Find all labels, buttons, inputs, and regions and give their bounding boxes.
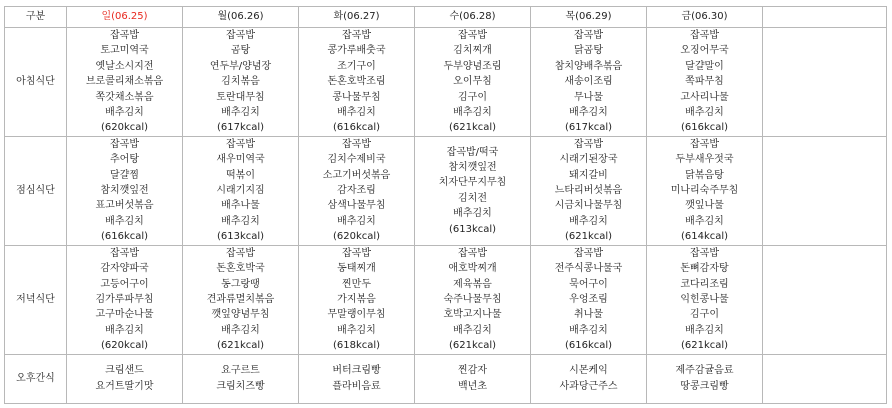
calorie-total: (614kcal) bbox=[680, 231, 729, 243]
menu-item: 떡볶이 bbox=[226, 169, 255, 181]
menu-item: 배추김치 bbox=[105, 324, 144, 336]
calorie-total: (616kcal) bbox=[100, 231, 149, 243]
menu-item: 참치깻잎전 bbox=[448, 161, 497, 173]
menu-item: 콩나물무침 bbox=[332, 91, 381, 103]
calorie-total: (617kcal) bbox=[216, 122, 265, 134]
calorie-total: (613kcal) bbox=[216, 231, 265, 243]
meal-row-snack bbox=[5, 354, 887, 403]
menu-item: 감자조림 bbox=[337, 185, 376, 197]
calorie-total: (620kcal) bbox=[100, 340, 149, 352]
menu-item: 우엉조림 bbox=[569, 293, 608, 305]
menu-item: 배추김치 bbox=[569, 107, 608, 119]
menu-cell-snack-sun bbox=[67, 354, 183, 403]
menu-item: 브로콜리채소볶음 bbox=[85, 76, 164, 88]
day-header-thu: 목(06.29) bbox=[531, 7, 647, 28]
menu-item: 배추김치 bbox=[221, 107, 260, 119]
row-label-dinner: 저녁식단 bbox=[5, 245, 67, 354]
menu-item: 새우미역국 bbox=[216, 154, 265, 166]
menu-item: 닭곰탕 bbox=[574, 45, 603, 57]
menu-item: 시래기지짐 bbox=[216, 185, 265, 197]
menu-item: 김구이 bbox=[458, 91, 487, 103]
menu-item: 고구마순나물 bbox=[95, 309, 154, 321]
day-header-wed: 수(06.28) bbox=[415, 7, 531, 28]
menu-item: 견과류멸치볶음 bbox=[206, 293, 275, 305]
menu-item: 잡곡밥 bbox=[574, 30, 603, 41]
menu-item: 버터크림빵 bbox=[332, 365, 381, 377]
menu-item: 잡곡밥 bbox=[342, 138, 371, 150]
calorie-total: (620kcal) bbox=[332, 231, 381, 243]
menu-item: 소고기버섯볶음 bbox=[322, 169, 391, 181]
menu-cell-snack-mon bbox=[183, 354, 299, 403]
menu-cell-lunch-fri bbox=[647, 136, 763, 245]
calorie-total: (616kcal) bbox=[564, 340, 613, 352]
menu-item: 참치양배추볶음 bbox=[554, 60, 623, 72]
menu-cell-breakfast-mon bbox=[183, 28, 299, 137]
menu-cell-dinner-thu bbox=[531, 245, 647, 354]
menu-cell-dinner-blank bbox=[763, 245, 887, 354]
menu-item: 잡곡밥 bbox=[226, 138, 255, 150]
menu-item: 고등어구이 bbox=[100, 278, 149, 290]
menu-item: 가지볶음 bbox=[337, 293, 376, 305]
header-row bbox=[5, 7, 887, 28]
menu-cell-dinner-fri bbox=[647, 245, 763, 354]
menu-cell-dinner-tue bbox=[299, 245, 415, 354]
menu-item: 잡곡밥 bbox=[574, 247, 603, 259]
menu-item: 두부새우젓국 bbox=[675, 154, 734, 166]
menu-item: 잡곡밥 bbox=[110, 138, 139, 150]
menu-cell-snack-blank bbox=[763, 354, 887, 403]
menu-cell-dinner-wed bbox=[415, 245, 531, 354]
menu-item: 잡곡밥 bbox=[342, 30, 371, 41]
day-header-tue: 화(06.27) bbox=[299, 7, 415, 28]
calorie-total: (621kcal) bbox=[448, 340, 497, 352]
menu-item: 옛날소시지전 bbox=[95, 60, 154, 72]
menu-item: 김치찌개 bbox=[453, 45, 492, 57]
menu-item: 김구이 bbox=[690, 309, 719, 321]
day-header-mon: 월(06.26) bbox=[183, 7, 299, 28]
menu-item: 찐만두 bbox=[342, 278, 371, 290]
menu-item: 동태찌개 bbox=[337, 263, 376, 275]
menu-item: 콩가루배춧국 bbox=[327, 45, 386, 57]
menu-item: 두부양념조림 bbox=[443, 60, 502, 72]
menu-item: 조기구이 bbox=[337, 60, 376, 72]
menu-item: 배추김치 bbox=[453, 208, 492, 220]
menu-item: 숙주나물무침 bbox=[443, 293, 502, 305]
menu-item: 배추김치 bbox=[453, 107, 492, 119]
menu-cell-breakfast-blank bbox=[763, 28, 887, 137]
day-header-fri: 금(06.30) bbox=[647, 7, 763, 28]
menu-item: 무말랭이무침 bbox=[327, 309, 386, 321]
row-label-breakfast: 아침식단 bbox=[5, 28, 67, 137]
menu-item: 요거트딸기맛 bbox=[95, 380, 154, 392]
menu-cell-lunch-tue bbox=[299, 136, 415, 245]
menu-item: 돈혼호박국 bbox=[216, 263, 265, 275]
menu-item: 무나물 bbox=[574, 91, 603, 103]
calorie-total: (616kcal) bbox=[332, 122, 381, 134]
calorie-total: (621kcal) bbox=[564, 231, 613, 243]
menu-item: 배추김치 bbox=[569, 324, 608, 336]
menu-item: 애호박찌개 bbox=[448, 263, 497, 275]
menu-item: 연두부/양념장 bbox=[209, 60, 272, 72]
row-label-lunch: 점심식단 bbox=[5, 136, 67, 245]
menu-item: 달걀찜 bbox=[110, 169, 139, 181]
menu-item: 사과당근주스 bbox=[559, 380, 618, 392]
calorie-total: (621kcal) bbox=[680, 340, 729, 352]
calorie-total: (621kcal) bbox=[216, 340, 265, 352]
menu-cell-snack-tue bbox=[299, 354, 415, 403]
menu-cell-snack-fri bbox=[647, 354, 763, 403]
menu-item: 참치깻잎전 bbox=[100, 185, 149, 197]
menu-item: 동그랑땡 bbox=[221, 278, 260, 290]
calorie-total: (613kcal) bbox=[448, 223, 497, 235]
menu-item: 시몬케익 bbox=[569, 365, 608, 377]
menu-item: 찐감자 bbox=[458, 365, 487, 377]
menu-item: 김치볶음 bbox=[221, 76, 260, 88]
menu-item: 김치전 bbox=[458, 192, 487, 204]
menu-item: 배추김치 bbox=[685, 107, 724, 119]
menu-item: 달걀말이 bbox=[685, 60, 724, 72]
menu-item: 잡곡밥 bbox=[226, 30, 255, 41]
menu-item: 깻잎양념무침 bbox=[211, 309, 270, 321]
meal-table-body bbox=[5, 28, 887, 404]
row-label-snack: 오후간식 bbox=[5, 354, 67, 403]
menu-item: 쪽파무침 bbox=[685, 76, 724, 88]
menu-item: 잡곡밥 bbox=[110, 247, 139, 259]
menu-cell-dinner-sun bbox=[67, 245, 183, 354]
menu-item: 배추김치 bbox=[685, 324, 724, 336]
calorie-total: (621kcal) bbox=[448, 122, 497, 134]
day-header-blank bbox=[763, 7, 887, 28]
meal-row-breakfast bbox=[5, 28, 887, 137]
menu-item: 미나리숙주무침 bbox=[670, 185, 739, 197]
menu-cell-breakfast-wed bbox=[415, 28, 531, 137]
menu-item: 제주감귤음료 bbox=[675, 365, 734, 377]
menu-item: 잡곡밥 bbox=[690, 247, 719, 259]
meal-row-lunch bbox=[5, 136, 887, 245]
weekly-meal-table bbox=[4, 6, 887, 404]
menu-item: 배추김치 bbox=[685, 215, 724, 227]
menu-item: 잡곡밥 bbox=[690, 30, 719, 41]
menu-item: 김치수제비국 bbox=[327, 154, 386, 166]
menu-item: 잡곡밥 bbox=[574, 138, 603, 150]
meal-row-dinner bbox=[5, 245, 887, 354]
menu-cell-lunch-wed bbox=[415, 136, 531, 245]
menu-item: 배추김치 bbox=[221, 324, 260, 336]
menu-item: 오이무침 bbox=[453, 76, 492, 88]
menu-item: 배추김치 bbox=[337, 215, 376, 227]
menu-item: 묵어구이 bbox=[569, 278, 608, 290]
menu-item: 배추나물 bbox=[221, 200, 260, 212]
menu-item: 잡곡밥 bbox=[458, 247, 487, 259]
calorie-total: (616kcal) bbox=[680, 122, 729, 134]
menu-item: 잡곡밥/떡국 bbox=[446, 146, 499, 158]
menu-item: 표고버섯볶음 bbox=[95, 200, 154, 212]
menu-item: 익힌콩나물 bbox=[680, 293, 729, 305]
menu-item: 배추김치 bbox=[105, 107, 144, 119]
menu-item: 감자양파국 bbox=[100, 263, 149, 275]
calorie-total: (617kcal) bbox=[564, 122, 613, 134]
menu-cell-lunch-blank bbox=[763, 136, 887, 245]
menu-item: 배추김치 bbox=[105, 215, 144, 227]
menu-item: 잡곡밥 bbox=[226, 247, 255, 259]
menu-item: 제육볶음 bbox=[453, 278, 492, 290]
menu-item: 돼지갈비 bbox=[569, 169, 608, 181]
day-header-sun: 일(06.25) bbox=[67, 7, 183, 28]
menu-item: 잡곡밥 bbox=[110, 30, 139, 41]
menu-cell-snack-thu bbox=[531, 354, 647, 403]
menu-item: 배추김치 bbox=[337, 324, 376, 336]
menu-item: 삼색나물무침 bbox=[327, 200, 386, 212]
menu-item: 닭볶음탕 bbox=[685, 169, 724, 181]
menu-item: 새송이조림 bbox=[564, 76, 613, 88]
menu-cell-lunch-mon bbox=[183, 136, 299, 245]
menu-item: 백년초 bbox=[458, 380, 487, 392]
menu-item: 전주식콩나물국 bbox=[554, 263, 623, 275]
menu-item: 쪽갓채소볶음 bbox=[95, 91, 154, 103]
menu-cell-lunch-thu bbox=[531, 136, 647, 245]
menu-cell-lunch-sun bbox=[67, 136, 183, 245]
menu-item: 돈혼호박조림 bbox=[327, 76, 386, 88]
menu-cell-breakfast-thu bbox=[531, 28, 647, 137]
menu-item: 땅콩크림빵 bbox=[680, 380, 729, 392]
menu-item: 곰탕 bbox=[230, 45, 251, 57]
menu-item: 치자단무지무침 bbox=[438, 177, 507, 189]
menu-item: 배추김치 bbox=[221, 215, 260, 227]
menu-item: 요구르트 bbox=[221, 365, 260, 377]
menu-item: 추어탕 bbox=[110, 154, 139, 166]
menu-item: 배추김치 bbox=[337, 107, 376, 119]
menu-item: 배추김치 bbox=[453, 324, 492, 336]
menu-cell-dinner-mon bbox=[183, 245, 299, 354]
menu-item: 오징어무국 bbox=[680, 45, 729, 57]
menu-item: 크림샌드 bbox=[105, 365, 144, 377]
menu-item: 크림치즈빵 bbox=[216, 380, 265, 392]
menu-item: 호박고지나물 bbox=[443, 309, 502, 321]
calorie-total: (620kcal) bbox=[100, 122, 149, 134]
menu-item: 고사리나물 bbox=[680, 91, 729, 103]
menu-item: 잡곡밥 bbox=[458, 30, 487, 41]
menu-item: 잡곡밥 bbox=[342, 247, 371, 259]
menu-cell-snack-wed bbox=[415, 354, 531, 403]
menu-item: 김가루파무침 bbox=[95, 293, 154, 305]
menu-item: 배추김치 bbox=[569, 215, 608, 227]
menu-item: 돈뼈감자탕 bbox=[680, 263, 729, 275]
menu-item: 코다리조림 bbox=[680, 278, 729, 290]
menu-cell-breakfast-tue bbox=[299, 28, 415, 137]
menu-item: 취나물 bbox=[574, 309, 603, 321]
menu-item: 깻잎나물 bbox=[685, 200, 724, 212]
menu-item: 시래기된장국 bbox=[559, 154, 618, 166]
menu-item: 토란대무침 bbox=[216, 91, 265, 103]
menu-item: 잡곡밥 bbox=[690, 138, 719, 150]
corner-header: 구분 bbox=[5, 7, 67, 28]
calorie-total: (618kcal) bbox=[332, 340, 381, 352]
menu-item: 토고미역국 bbox=[100, 45, 149, 57]
menu-cell-breakfast-fri bbox=[647, 28, 763, 137]
menu-item: 시금치나물무침 bbox=[554, 200, 623, 212]
menu-item: 플라비음료 bbox=[332, 380, 381, 392]
menu-cell-breakfast-sun bbox=[67, 28, 183, 137]
menu-item: 느타리버섯볶음 bbox=[554, 185, 623, 197]
